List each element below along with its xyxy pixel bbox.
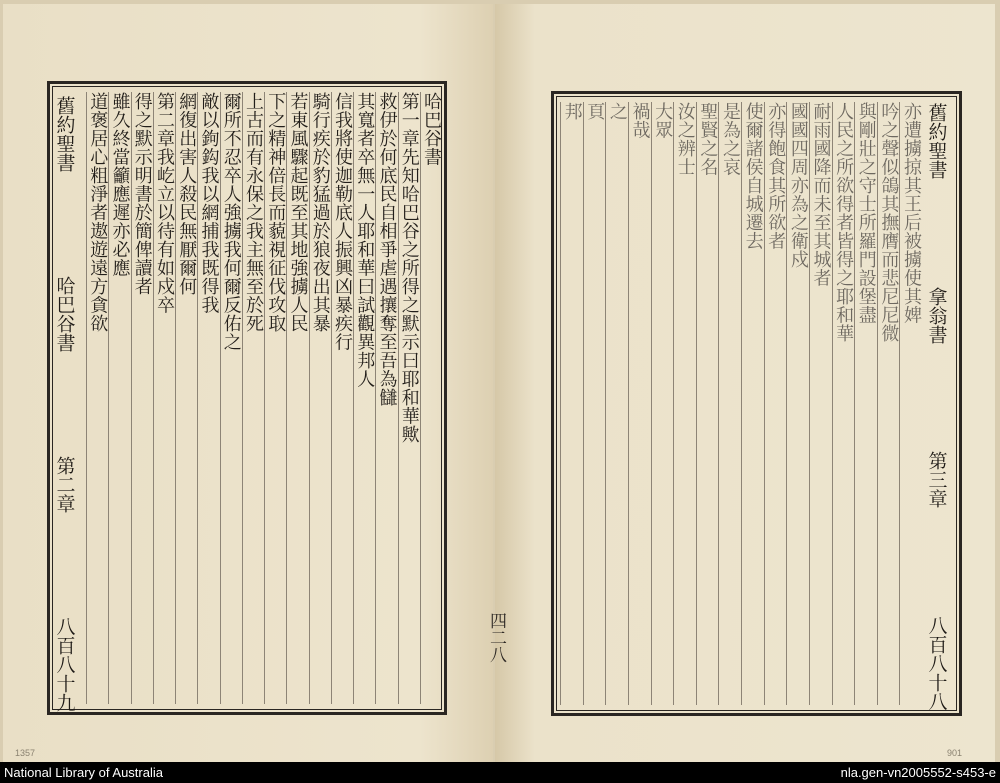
left-text-column: 騎行疾於豹猛過於狼夜出其暴 <box>309 92 331 704</box>
right-text-column: 大眾 <box>651 102 674 705</box>
right-text-column: 禍哉 <box>628 102 651 705</box>
right-margin-book: 拿翁書 <box>925 286 948 344</box>
right-margin-chapter: 第三章 <box>925 451 948 509</box>
right-text-column: 邦 <box>560 102 583 705</box>
left-page-frame <box>47 81 447 715</box>
left-text-column: 下之精神倍長而藐視征伐攻取 <box>264 92 286 704</box>
left-margin-header <box>52 90 78 718</box>
right-text-column: 是為之哀 <box>718 102 741 705</box>
right-margin-header <box>923 97 951 717</box>
left-text-column: 得之默示明書於簡俾讀者 <box>131 92 153 704</box>
left-text-column: 第一章先知哈巴谷之所得之默示曰耶和華歟 <box>398 92 420 704</box>
left-text-column: 上古而有永保之我主無至於死 <box>242 92 264 704</box>
left-text-column: 救伊於何底民自相爭虐遇攘奪至吾為讎 <box>375 92 397 704</box>
right-page-frame <box>551 91 962 716</box>
left-text-column: 爾所不忍卒人強擄我何爾反佑之 <box>220 92 242 704</box>
right-text-column: 亦遭擄掠其王后被擄使其婢 <box>899 102 922 705</box>
left-text-column: 其寬者卒無一人耶和華曰試觀異邦人 <box>353 92 375 704</box>
right-text-column: 國國四周亦為之衛戍 <box>786 102 809 705</box>
right-text-column: 人民之所欲得者皆得之耶和華 <box>832 102 855 705</box>
left-text-column: 哈巴谷書 <box>420 92 442 704</box>
right-pencil-mark: 901 <box>947 748 963 758</box>
right-text-column: 與剛壯之守士所羅門設堡盡 <box>854 102 877 705</box>
left-margin-title: 舊約聖書 <box>53 96 76 172</box>
left-pencil-mark: 1357 <box>15 748 36 758</box>
left-text-column: 雖久終當籲應遲亦必應 <box>108 92 130 704</box>
right-text-column: 頁 <box>583 102 606 705</box>
right-margin-title: 舊約聖書 <box>925 103 948 179</box>
right-text-column: 吟之聲似鴿其撫膺而悲尼尼微 <box>877 102 900 705</box>
left-page-number: 八百八十九 <box>53 617 76 712</box>
left-text-columns <box>86 92 442 704</box>
right-text-column: 亦得飽食其所欲者 <box>764 102 787 705</box>
gutter-page-mark: 四二八 <box>486 612 506 663</box>
right-text-column: 耐雨國降而未至其城者 <box>809 102 832 705</box>
right-page-number: 八百八十八 <box>925 615 948 711</box>
right-text-column: 之 <box>605 102 628 705</box>
left-text-column: 第二章我屹立以待有如戍卒 <box>153 92 175 704</box>
right-text-columns <box>560 102 922 705</box>
left-text-column: 敵以鉤鈎我以網捕我既得我 <box>197 92 219 704</box>
left-page <box>3 4 493 762</box>
right-page <box>495 4 995 762</box>
left-text-column: 網復出害人殺民無厭爾何 <box>175 92 197 704</box>
left-text-column: 信我將使迦勒底人振興凶暴疾行 <box>331 92 353 704</box>
right-text-column: 汝之辨士 <box>673 102 696 705</box>
footer-credit: National Library of Australia <box>4 765 163 780</box>
right-text-column: 聖賢之名 <box>696 102 719 705</box>
footer-bar <box>0 762 1000 783</box>
left-margin-book: 哈巴谷書 <box>53 276 76 352</box>
left-text-column: 若東風驟起既至其地強擄人民 <box>286 92 308 704</box>
left-margin-chapter: 第二章 <box>53 456 76 513</box>
right-text-column: 使爾諸侯自城遷去 <box>741 102 764 705</box>
footer-identifier: nla.gen-vn2005552-s453-e <box>840 765 996 780</box>
left-text-column: 道褒居心粗淨者遨遊遠方貪欲 <box>86 92 108 704</box>
